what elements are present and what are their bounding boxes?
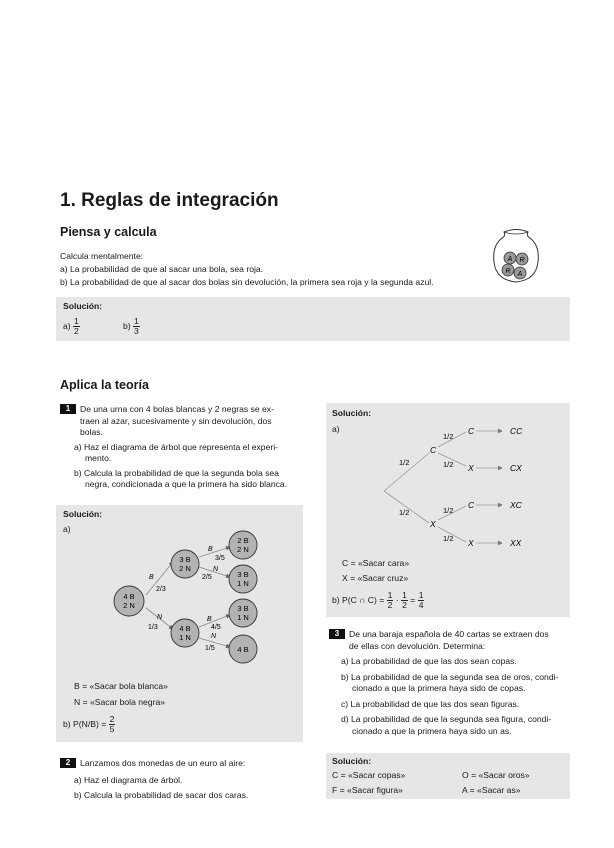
svg-text:CX: CX (510, 463, 522, 473)
equals: = (410, 594, 416, 605)
svg-text:1 N: 1 N (237, 579, 249, 588)
svg-text:A: A (507, 256, 513, 263)
svg-text:1/2: 1/2 (399, 508, 410, 517)
svg-text:B: B (149, 574, 154, 581)
svg-text:R: R (505, 268, 511, 275)
svg-text:4 B: 4 B (123, 592, 135, 601)
piensa-line-2: a) La probabilidad de que al sacar una bola, sea roja. (60, 264, 264, 274)
jar-illustration (490, 226, 542, 286)
svg-text:R: R (519, 257, 525, 264)
dot: · (395, 594, 399, 605)
svg-text:3 B: 3 B (237, 570, 249, 579)
svg-text:1/2: 1/2 (399, 458, 410, 467)
svg-text:1/2: 1/2 (443, 460, 454, 469)
ex1-a: a) Haz el diagrama de árbol que representa el experi- (74, 441, 278, 452)
aplica-heading: Aplica la teoría (60, 378, 149, 392)
solucion-label: Solución: (332, 756, 372, 766)
piensa-solution-box (56, 297, 570, 341)
fraction: $\frac{1}{2}$ (402, 590, 407, 610)
svg-text:1/3: 1/3 (148, 624, 158, 631)
piensa-text (60, 250, 434, 289)
svg-text:2 B: 2 B (237, 536, 249, 545)
ex3-b-cont: cionado a que la primera haya sido de copas. (352, 683, 526, 693)
ex3-c: c) La probabilidad de que las dos sean figuras. (341, 698, 520, 709)
coin-tree-diagram (326, 403, 570, 563)
sol-b-label: b) P(N/B) = (63, 718, 107, 729)
svg-text:1 N: 1 N (179, 633, 191, 642)
svg-text:C: C (468, 500, 475, 510)
svg-text:2 N: 2 N (179, 564, 191, 573)
ex3-a: a) La probabilidad de que las dos sean copas. (341, 656, 517, 666)
svg-text:4 B: 4 B (237, 645, 249, 654)
solucion-label: Solución: (63, 509, 103, 519)
piensa-line-1: Calcula mentalmente: (60, 251, 144, 261)
ex1-intro-line: bolas. (80, 427, 103, 437)
svg-text:X: X (468, 538, 474, 548)
ex1-solution-box (56, 505, 303, 742)
exercise-number: 2 (60, 758, 76, 768)
svg-text:B: B (208, 546, 213, 553)
ex3-intro-line: De una baraja española de 40 cartas se extraen dos (349, 629, 549, 639)
svg-text:3 B: 3 B (237, 604, 249, 613)
ex3-intro-line: de ellas con devolución. Determina: (349, 640, 486, 651)
fraction: $\frac{1}{3}$ (134, 316, 139, 336)
svg-text:C: C (430, 445, 437, 455)
exercise-2 (60, 758, 305, 802)
svg-text:2 N: 2 N (123, 601, 135, 610)
def-b: B = «Sacar bola blanca» (74, 681, 168, 691)
svg-text:4/5: 4/5 (211, 624, 221, 631)
exercise-3 (329, 629, 574, 737)
def-as: A = «Sacar as» (462, 785, 521, 795)
svg-text:X: X (430, 519, 436, 529)
ex2-intro: Lanzamos dos monedas de un euro al aire: (80, 758, 246, 768)
ex3-b: b) La probabilidad de que la segunda sea de oros, condi- (341, 671, 559, 682)
svg-text:1/5: 1/5 (205, 645, 215, 652)
svg-text:2/3: 2/3 (156, 586, 166, 593)
svg-text:2/5: 2/5 (202, 574, 212, 581)
svg-text:CC: CC (510, 426, 523, 436)
def-oros: O = «Sacar oros» (462, 770, 530, 780)
svg-text:N: N (157, 614, 163, 621)
sol-a-label: a) (63, 320, 71, 331)
def-n: N = «Sacar bola negra» (74, 697, 166, 707)
page-title: 1. Reglas de integración (60, 190, 279, 211)
solution-a (63, 317, 80, 336)
svg-text:A: A (517, 271, 523, 278)
ex1-a-cont: mento. (85, 453, 112, 463)
urn-tree-diagram (56, 505, 303, 685)
sol-b-label: b) (123, 320, 131, 331)
fraction: $\frac{1}{2}$ (74, 316, 79, 336)
svg-text:3/5: 3/5 (215, 555, 225, 562)
branch-root-x (384, 491, 429, 523)
ex3-d-cont: cionado a que la primera haya sido un as. (352, 725, 512, 736)
solution-b (123, 317, 140, 336)
ex3-solution-box (326, 753, 570, 799)
ex2-solution-box (326, 403, 570, 617)
solucion-label: Solución: (332, 408, 372, 418)
svg-text:4 B: 4 B (179, 624, 191, 633)
svg-text:1/2: 1/2 (443, 506, 454, 515)
solucion-label: Solución: (63, 301, 103, 311)
svg-text:XC: XC (510, 500, 522, 510)
exercise-number: 1 (60, 404, 76, 414)
def-figura: F = «Sacar figura» (332, 785, 403, 795)
sol-b-label: b) P(C ∩ C) = (332, 594, 385, 605)
ex1-sol-b (63, 715, 115, 734)
piensa-line-3: b) La probabilidad de que al sacar dos bolas sin devolución, la primera sea roja y la segunda azul. (60, 277, 434, 287)
fraction: $\frac{2}{5}$ (109, 714, 115, 734)
piensa-heading: Piensa y calcula (60, 225, 157, 239)
ex1-intro-line: traen al azar, sucesivamente y sin devolución, dos (80, 415, 272, 426)
def-copas: C = «Sacar copas» (332, 770, 406, 780)
svg-text:3 B: 3 B (179, 555, 191, 564)
fraction: $\frac{1}{2}$ (387, 590, 393, 610)
svg-text:N: N (213, 566, 219, 573)
svg-text:1 N: 1 N (237, 613, 249, 622)
svg-text:XX: XX (510, 538, 522, 548)
ex1-b: b) Calcula la probabilidad de que la segunda bola sea (74, 467, 279, 478)
sol-a-label: a) (63, 524, 71, 534)
svg-text:N: N (211, 633, 217, 640)
ex2-sol-b (332, 591, 424, 610)
def-c: C = «Sacar cara» (342, 558, 410, 568)
ex1-intro-line: De una urna con 4 bolas blancas y 2 negras se ex- (80, 404, 274, 414)
svg-text:X: X (468, 463, 474, 473)
exercise-number: 3 (329, 629, 345, 639)
fraction: $\frac{1}{4}$ (418, 590, 424, 610)
ex2-a: a) Haz el diagrama de árbol. (74, 774, 183, 785)
def-x: X = «Sacar cruz» (342, 573, 409, 583)
exercise-1 (60, 404, 305, 491)
svg-text:2 N: 2 N (237, 545, 249, 554)
sol-a-label: a) (332, 424, 340, 434)
ex1-b-cont: negra, condicionada a que la primera ha sido blanca. (85, 479, 288, 489)
svg-text:C: C (468, 426, 475, 436)
svg-text:B: B (207, 616, 212, 623)
ex2-b: b) Calcula la probabilidad de sacar dos caras. (74, 790, 249, 800)
svg-text:1/2: 1/2 (443, 534, 454, 543)
ex3-d: d) La probabilidad de que la segunda sea figura, condi- (341, 714, 552, 724)
svg-text:1/2: 1/2 (443, 432, 454, 441)
